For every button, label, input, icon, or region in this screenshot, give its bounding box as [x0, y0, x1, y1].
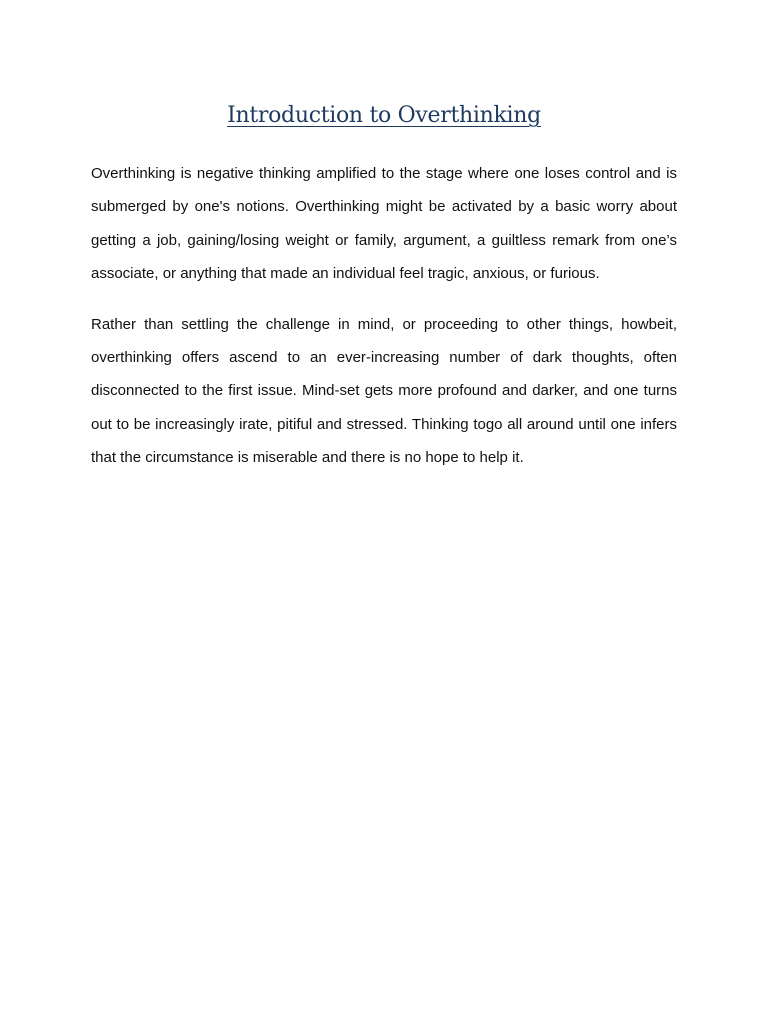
document-body: [91, 157, 677, 492]
paragraph-1: Overthinking is negative thinking amplified to the stage where one loses control and is submerged by one's notions. Overthinking might be activated by a basic worry about getting a job, gaining/losing weight or family, argument, a guiltless remark from one’s associate, or anything that made an individual feel tragic, anxious, or furious.: [91, 165, 677, 283]
page-title-text: Introduction to Overthinking: [227, 103, 541, 128]
page-title: [0, 100, 768, 132]
paragraph-2: Rather than settling the challenge in mind, or proceeding to other things, howbeit, overthinking offers ascend to an ever-increasing number of dark thoughts, often disconnected to the first issue. Mind-set gets more profound and darker, and one turns out to be increasingly irate, pitiful and stressed. Thinking togo all around until one infers that the circumstance is miserable and there is no hope to help it.: [91, 315, 677, 467]
